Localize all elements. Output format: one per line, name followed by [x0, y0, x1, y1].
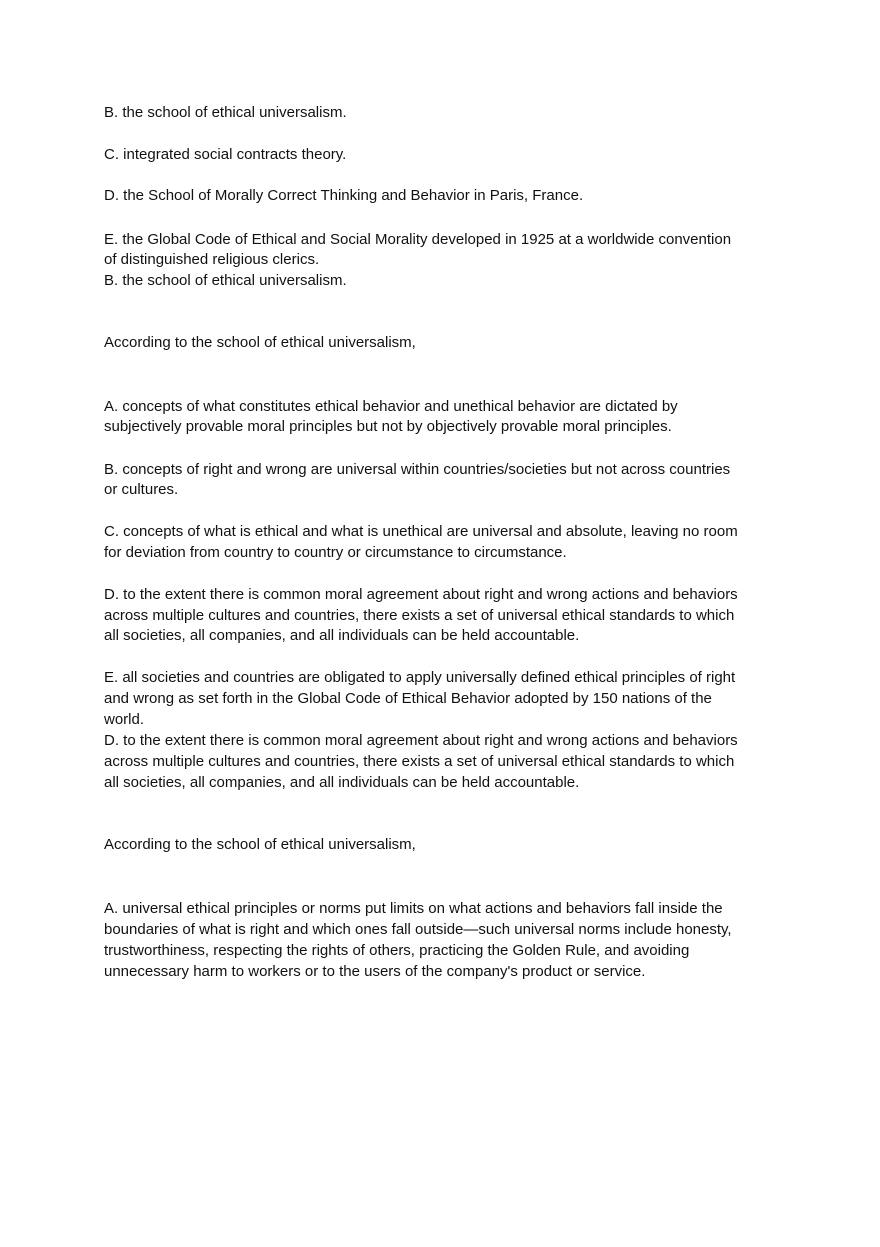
- option-e-line: and wrong as set forth in the Global Code of Ethical Behavior adopted by 150 nations of the: [104, 690, 712, 707]
- option-a-line: trustworthiness, respecting the rights of others, practicing the Golden Rule, and avoiding: [104, 942, 690, 959]
- option-d-text: D. the School of Morally Correct Thinking and Behavior in Paris, France.: [104, 187, 584, 204]
- option-b-text: B. the school of ethical universalism.: [104, 104, 347, 121]
- option-e-line: E. the Global Code of Ethical and Social Morality developed in 1925 at a worldwide convention: [104, 231, 732, 248]
- option-c-line: for deviation from country to country or circumstance to circumstance.: [104, 544, 567, 561]
- question-prompt: According to the school of ethical universalism,: [104, 334, 416, 351]
- option-c-line: C. concepts of what is ethical and what is unethical are universal and absolute, leaving no room: [104, 523, 738, 540]
- option-a-line: A. universal ethical principles or norms put limits on what actions and behaviors fall inside the: [104, 900, 723, 917]
- option-a-line: A. concepts of what constitutes ethical behavior and unethical behavior are dictated by: [104, 398, 678, 415]
- option-a-line: unnecessary harm to workers or to the users of the company's product or service.: [104, 963, 646, 980]
- option-d-line: across multiple cultures and countries, there exists a set of universal ethical standards to which: [104, 607, 735, 624]
- option-b-line: or cultures.: [104, 481, 179, 498]
- answer-line: all societies, all companies, and all individuals can be held accountable.: [104, 774, 580, 791]
- option-e-line: of distinguished religious clerics.: [104, 251, 320, 268]
- option-e-line: world.: [104, 711, 145, 728]
- answer-line: D. to the extent there is common moral agreement about right and wrong actions and behaviors: [104, 732, 738, 749]
- question-prompt: According to the school of ethical universalism,: [104, 836, 416, 853]
- option-d-line: D. to the extent there is common moral agreement about right and wrong actions and behaviors: [104, 586, 738, 603]
- answer-text: B. the school of ethical universalism.: [104, 272, 347, 289]
- option-b-line: B. concepts of right and wrong are universal within countries/societies but not across countries: [104, 461, 731, 478]
- answer-line: across multiple cultures and countries, there exists a set of universal ethical standards to which: [104, 753, 735, 770]
- option-d-line: all societies, all companies, and all individuals can be held accountable.: [104, 627, 580, 644]
- option-e-line: E. all societies and countries are obligated to apply universally defined ethical principles of right: [104, 669, 736, 686]
- option-c-text: C. integrated social contracts theory.: [104, 146, 347, 163]
- option-a-line: subjectively provable moral principles but not by objectively provable moral principles.: [104, 418, 672, 435]
- option-a-line: boundaries of what is right and which ones fall outside—such universal norms include honesty,: [104, 921, 732, 938]
